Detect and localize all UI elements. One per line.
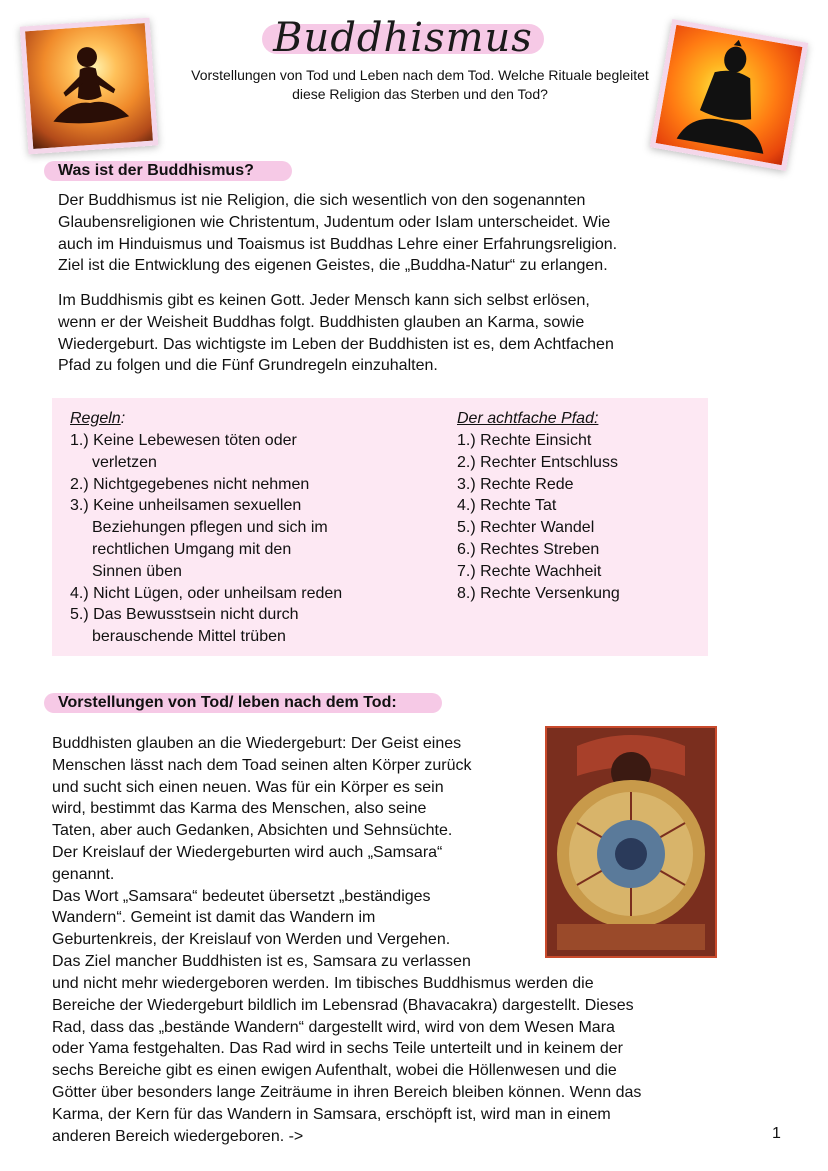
text-line: anderen Bereich wiedergeboren. -> xyxy=(52,1127,304,1145)
rules-title-colon: : xyxy=(120,410,126,427)
belief-paragraph xyxy=(58,290,758,377)
list-item: 3.) Rechte Rede xyxy=(457,475,574,493)
text-line: Geburtenkreis, der Kreislauf von Werden und Vergehen. xyxy=(52,931,451,949)
list-item: 1.) Rechte Einsicht xyxy=(457,432,592,449)
list-item xyxy=(70,474,400,496)
text-line: Bereiche der Wiedergeburt bildlich im Lebensrad (Bhavacakra) dargestellt. Dieses xyxy=(52,996,634,1014)
path-title: Der achtfache Pfad: xyxy=(457,410,599,427)
list-item-line: 1.) Keine Lebewesen töten oder xyxy=(70,432,297,449)
bhavacakra-image xyxy=(545,726,717,958)
text-line: Das Ziel mancher Buddhisten ist es, Samsara zu verlassen xyxy=(52,952,471,970)
subtitle-line: diese Religion das Sterben und den Tod? xyxy=(292,86,548,102)
text-line: Der Buddhismus ist nie Religion, die sich wesentlich von den sogenannten xyxy=(58,192,586,209)
wheel-of-life-icon xyxy=(547,728,715,956)
samsara-paragraph-part1 xyxy=(52,733,542,973)
text-line: oder Yama festgehalten. Das Rad wird in sechs Teile unterteilt und in keinem der xyxy=(52,1040,623,1058)
intro-paragraph xyxy=(58,190,758,277)
list-item-line: 3.) Keine unheilsamen sexuellen xyxy=(70,497,302,515)
text-line: sechs Bereiche gibt es einen ewigen Aufenthalt, wobei die Höllenwesen und die xyxy=(52,1062,617,1080)
list-item-line: rechtlichen Umgang mit den xyxy=(92,540,292,558)
page-title: Buddhismus xyxy=(273,15,533,61)
text-line: Im Buddhismis gibt es keinen Gott. Jeder Mensch kann sich selbst erlösen, xyxy=(58,292,590,309)
text-line: Der Kreislauf der Wiedergeburten wird auch „Samsara“ xyxy=(52,843,443,861)
list-item-line: 4.) Nicht Lügen, oder unheilsam reden xyxy=(70,584,343,602)
list-item: 4.) Rechte Tat xyxy=(457,497,557,515)
list-item-line: verletzen xyxy=(92,453,157,471)
list-item-line: berauschende Mittel trüben xyxy=(92,628,286,646)
page-number: 1 xyxy=(772,1125,781,1142)
text-line: Das Wort „Samsara“ bedeutet übersetzt „beständiges xyxy=(52,887,431,905)
list-item-line: 5.) Das Bewusstsein nicht durch xyxy=(70,606,299,624)
meditation-silhouette-photo xyxy=(20,18,159,155)
text-line: wird, bestimmt das Karma des Menschen, also seine xyxy=(52,800,427,818)
list-item: 2.) Rechter Entschluss xyxy=(457,453,618,471)
list-item-line: Sinnen üben xyxy=(92,562,182,580)
list-item: 7.) Rechte Wachheit xyxy=(457,562,602,580)
list-item xyxy=(70,583,400,605)
rules-list xyxy=(70,430,400,648)
text-line: Karma, der Kern für das Wandern in Samsara, erschöpft ist, wird man in einem xyxy=(52,1105,611,1123)
list-item xyxy=(70,604,400,648)
text-line: Rad, dass das „bestände Wandern“ dargestellt wird, wird von dem Wesen Mara xyxy=(52,1018,615,1036)
list-item xyxy=(70,430,400,474)
text-line: genannt. xyxy=(52,865,115,883)
text-line: Menschen lässt nach dem Toad seinen alten Körper zurück xyxy=(52,756,472,774)
page-subtitle xyxy=(140,66,700,104)
list-item-line: 2.) Nichtgegebenes nicht nehmen xyxy=(70,475,310,493)
path-list xyxy=(457,430,697,604)
list-item: 5.) Rechter Wandel xyxy=(457,519,595,537)
path-column xyxy=(457,408,697,604)
text-line: wenn er der Weisheit Buddhas folgt. Buddhisten glauben an Karma, sowie xyxy=(58,313,585,331)
text-line: Glaubensreligionen wie Christentum, Judentum oder Islam unterscheidet. Wie xyxy=(58,213,611,231)
text-line: auch im Hinduismus und Toaismus ist Buddhas Lehre einer Erfahrungsreligion. xyxy=(58,235,618,253)
samsara-paragraph-part2 xyxy=(52,973,752,1147)
text-line: und nicht mehr wiedergeboren werden. Im tibisches Buddhismus werden die xyxy=(52,975,594,992)
section-heading-death: Vorstellungen von Tod/ leben nach dem Tod: xyxy=(58,694,397,711)
text-line: Buddhisten glauben an die Wiedergeburt: Der Geist eines xyxy=(52,735,462,752)
list-item-line: Beziehungen pflegen und sich im xyxy=(92,519,328,537)
list-item xyxy=(70,495,400,582)
rules-title: Regeln xyxy=(70,410,121,427)
text-line: Wandern“. Gemeint ist damit das Wandern im xyxy=(52,909,376,927)
section-heading-what-is: Was ist der Buddhismus? xyxy=(58,162,254,179)
list-item: 6.) Rechtes Streben xyxy=(457,540,600,558)
text-line: Pfad zu folgen und die Fünf Grundregeln einzuhalten. xyxy=(58,357,438,375)
list-item: 8.) Rechte Versenkung xyxy=(457,584,620,602)
subtitle-line: Vorstellungen von Tod und Leben nach dem Tod. Welche Rituale begleitet xyxy=(191,67,649,83)
text-line: Taten, aber auch Gedanken, Absichten und Sehnsüchte. xyxy=(52,822,453,840)
meditation-silhouette-icon xyxy=(25,23,153,149)
text-line: Ziel ist die Entwicklung des eigenen Geistes, die „Buddha-Natur“ zu erlangen. xyxy=(58,257,608,275)
text-line: Götter über besonders lange Zeiträume in ihren Bereich bleiben können. Wenn das xyxy=(52,1083,642,1101)
rules-title-wrap xyxy=(70,408,400,430)
text-line: und sucht sich einen neuen. Was für ein Körper es sein xyxy=(52,778,444,796)
text-line: Wiedergeburt. Das wichtigste im Leben der Buddhisten ist es, dem Achtfachen xyxy=(58,335,614,353)
rules-column xyxy=(70,408,400,648)
